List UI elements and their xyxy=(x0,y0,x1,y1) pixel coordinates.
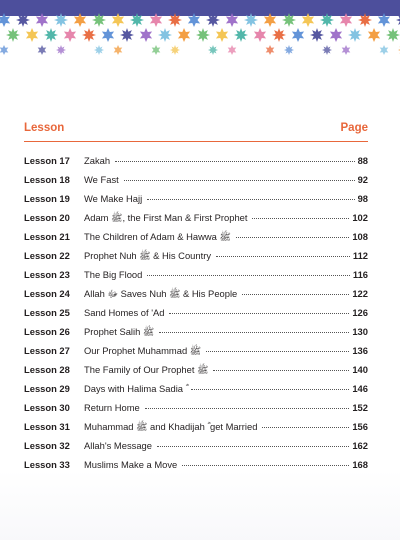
lesson-number: Lesson 21 xyxy=(24,231,70,242)
tile-star xyxy=(396,13,400,27)
dot-leader xyxy=(191,389,350,390)
tile-star xyxy=(74,13,86,27)
dot-leader xyxy=(115,161,355,162)
dot-leader xyxy=(242,294,349,295)
dot-leader xyxy=(236,237,350,238)
tile-star xyxy=(0,13,10,27)
tile-star xyxy=(44,28,58,42)
toc-row[interactable] xyxy=(24,326,368,345)
tile-star xyxy=(38,45,47,55)
tile-star xyxy=(348,28,362,42)
tile-star xyxy=(330,28,342,42)
tile-star xyxy=(0,45,8,55)
dot-leader xyxy=(182,465,349,466)
tile-star xyxy=(6,28,20,42)
tile-star xyxy=(282,13,296,27)
toc-row[interactable] xyxy=(24,250,368,269)
page-number: 168 xyxy=(352,459,368,470)
tile-star xyxy=(386,28,400,42)
tile-star xyxy=(234,28,248,42)
page-number: 116 xyxy=(352,269,368,280)
tile-star xyxy=(264,13,276,27)
lesson-number: Lesson 17 xyxy=(24,155,70,166)
toc-row[interactable] xyxy=(24,307,368,326)
page-number: 108 xyxy=(352,231,368,242)
tile-star xyxy=(112,13,124,27)
tile-star xyxy=(178,28,190,42)
toc-row[interactable] xyxy=(24,231,368,250)
dot-leader xyxy=(206,351,349,352)
lesson-title: Sand Homes of 'Ad xyxy=(84,307,165,318)
lesson-number: Lesson 20 xyxy=(24,212,70,223)
tile-star xyxy=(94,45,104,55)
lesson-column-heading: Lesson xyxy=(24,122,65,134)
tile-star xyxy=(228,45,237,55)
lesson-number: Lesson 28 xyxy=(24,364,70,375)
lesson-number: Lesson 33 xyxy=(24,459,70,470)
tile-star xyxy=(310,28,324,42)
dot-leader xyxy=(147,275,350,276)
lesson-number: Lesson 31 xyxy=(24,421,70,432)
lesson-title: The Children of Adam & Hawwa ﷺ xyxy=(84,231,231,242)
tile-star xyxy=(284,45,294,55)
dot-leader xyxy=(262,427,349,428)
tile-star xyxy=(16,13,30,27)
page-number: 140 xyxy=(352,364,368,375)
page-number: 126 xyxy=(352,307,368,318)
tile-star xyxy=(292,28,304,42)
lesson-number: Lesson 24 xyxy=(24,288,70,299)
lesson-number: Lesson 30 xyxy=(24,402,70,413)
page-number: 88 xyxy=(357,155,368,166)
toc-row[interactable] xyxy=(24,193,368,212)
lesson-title: Zakah xyxy=(84,155,111,166)
dot-leader xyxy=(252,218,349,219)
lesson-title: We Make Hajj xyxy=(84,193,143,204)
dot-leader xyxy=(145,408,350,409)
lesson-number: Lesson 18 xyxy=(24,174,70,185)
tile-star xyxy=(102,28,114,42)
tile-star xyxy=(322,45,332,55)
tile-star xyxy=(170,45,180,55)
geometric-tile-pattern xyxy=(0,8,400,64)
page-number: 122 xyxy=(352,288,368,299)
page-number: 146 xyxy=(352,383,368,394)
tile-star xyxy=(358,13,372,27)
lesson-number: Lesson 25 xyxy=(24,307,70,318)
lesson-number: Lesson 32 xyxy=(24,440,70,451)
toc-row[interactable] xyxy=(24,364,368,383)
tile-star xyxy=(140,28,152,42)
page-number: 98 xyxy=(357,193,368,204)
toc-header xyxy=(24,122,368,140)
page-number: 112 xyxy=(352,250,368,261)
tile-star xyxy=(150,13,162,27)
tile-star xyxy=(188,13,200,27)
tile-star xyxy=(342,45,351,55)
dot-leader xyxy=(157,446,349,447)
dot-leader xyxy=(216,256,350,257)
tile-star xyxy=(368,28,380,42)
page-number: 162 xyxy=(352,440,368,451)
dot-leader xyxy=(213,370,349,371)
tile-star xyxy=(380,45,389,55)
tile-star xyxy=(254,28,266,42)
tile-star xyxy=(302,13,314,27)
page-number: 102 xyxy=(352,212,368,223)
lesson-title: Return Home xyxy=(84,402,140,413)
lesson-title: Days with Halima Sadia ؓ xyxy=(84,383,186,394)
toc-row[interactable] xyxy=(24,269,368,288)
bottom-pattern-fade xyxy=(0,470,400,540)
page-number: 136 xyxy=(352,345,368,356)
lesson-title: Muhammad ﷺ and Khadijah ؓ get Married xyxy=(84,421,258,432)
tile-star xyxy=(196,28,210,42)
lesson-title: Our Prophet Muhammad ﷺ xyxy=(84,345,202,356)
lesson-title: Allah ﷻ Saves Nuh ﷺ & His People xyxy=(84,288,238,299)
tile-star xyxy=(158,28,172,42)
tile-star xyxy=(130,13,144,27)
lesson-title: We Fast xyxy=(84,174,119,185)
lesson-number: Lesson 23 xyxy=(24,269,70,280)
lesson-title: Prophet Salih ﷺ xyxy=(84,326,155,337)
toc-row[interactable] xyxy=(24,288,368,307)
tile-star xyxy=(36,13,48,27)
dot-leader xyxy=(159,332,349,333)
tile-star xyxy=(226,13,238,27)
tile-star xyxy=(340,13,352,27)
tile-star xyxy=(266,45,275,55)
toc-row[interactable] xyxy=(24,402,368,421)
tile-star xyxy=(120,28,134,42)
toc-row[interactable] xyxy=(24,440,368,459)
lesson-title: The Big Flood xyxy=(84,269,143,280)
dot-leader xyxy=(147,199,354,200)
dot-leader xyxy=(124,180,355,181)
toc-list xyxy=(24,155,368,478)
lesson-title: Prophet Nuh ﷺ & His Country xyxy=(84,250,212,261)
lesson-title: Allah's Message xyxy=(84,440,152,451)
page-number: 152 xyxy=(352,402,368,413)
tile-star xyxy=(378,13,390,27)
tile-star xyxy=(320,13,334,27)
tile-star xyxy=(92,13,106,27)
tile-star xyxy=(54,13,68,27)
lesson-number: Lesson 29 xyxy=(24,383,70,394)
page-number: 92 xyxy=(357,174,368,185)
tile-star xyxy=(206,13,220,27)
tile-star xyxy=(216,28,228,42)
lesson-number: Lesson 27 xyxy=(24,345,70,356)
toc-row[interactable] xyxy=(24,155,368,174)
tile-star xyxy=(26,28,38,42)
lesson-number: Lesson 26 xyxy=(24,326,70,337)
tile-star xyxy=(272,28,286,42)
tile-star xyxy=(114,45,123,55)
tile-star xyxy=(244,13,258,27)
page-column-heading: Page xyxy=(340,122,368,134)
tile-star xyxy=(208,45,218,55)
toc-row[interactable] xyxy=(24,345,368,364)
toc-row[interactable] xyxy=(24,383,368,402)
toc-row[interactable] xyxy=(24,421,368,440)
tile-star xyxy=(56,45,66,55)
lesson-title: Adam ﷺ, the First Man & First Prophet xyxy=(84,212,248,223)
page-number: 130 xyxy=(352,326,368,337)
toc-row[interactable] xyxy=(24,174,368,193)
lesson-number: Lesson 22 xyxy=(24,250,70,261)
header-divider xyxy=(24,141,368,142)
tile-star xyxy=(168,13,182,27)
toc-row[interactable] xyxy=(24,212,368,231)
tile-star xyxy=(82,28,96,42)
tile-star xyxy=(64,28,76,42)
lesson-title: Muslims Make a Move xyxy=(84,459,178,470)
tile-star xyxy=(152,45,161,55)
page-number: 156 xyxy=(352,421,368,432)
lesson-title: The Family of Our Prophet ﷺ xyxy=(84,364,209,375)
lesson-number: Lesson 19 xyxy=(24,193,70,204)
dot-leader xyxy=(169,313,349,314)
